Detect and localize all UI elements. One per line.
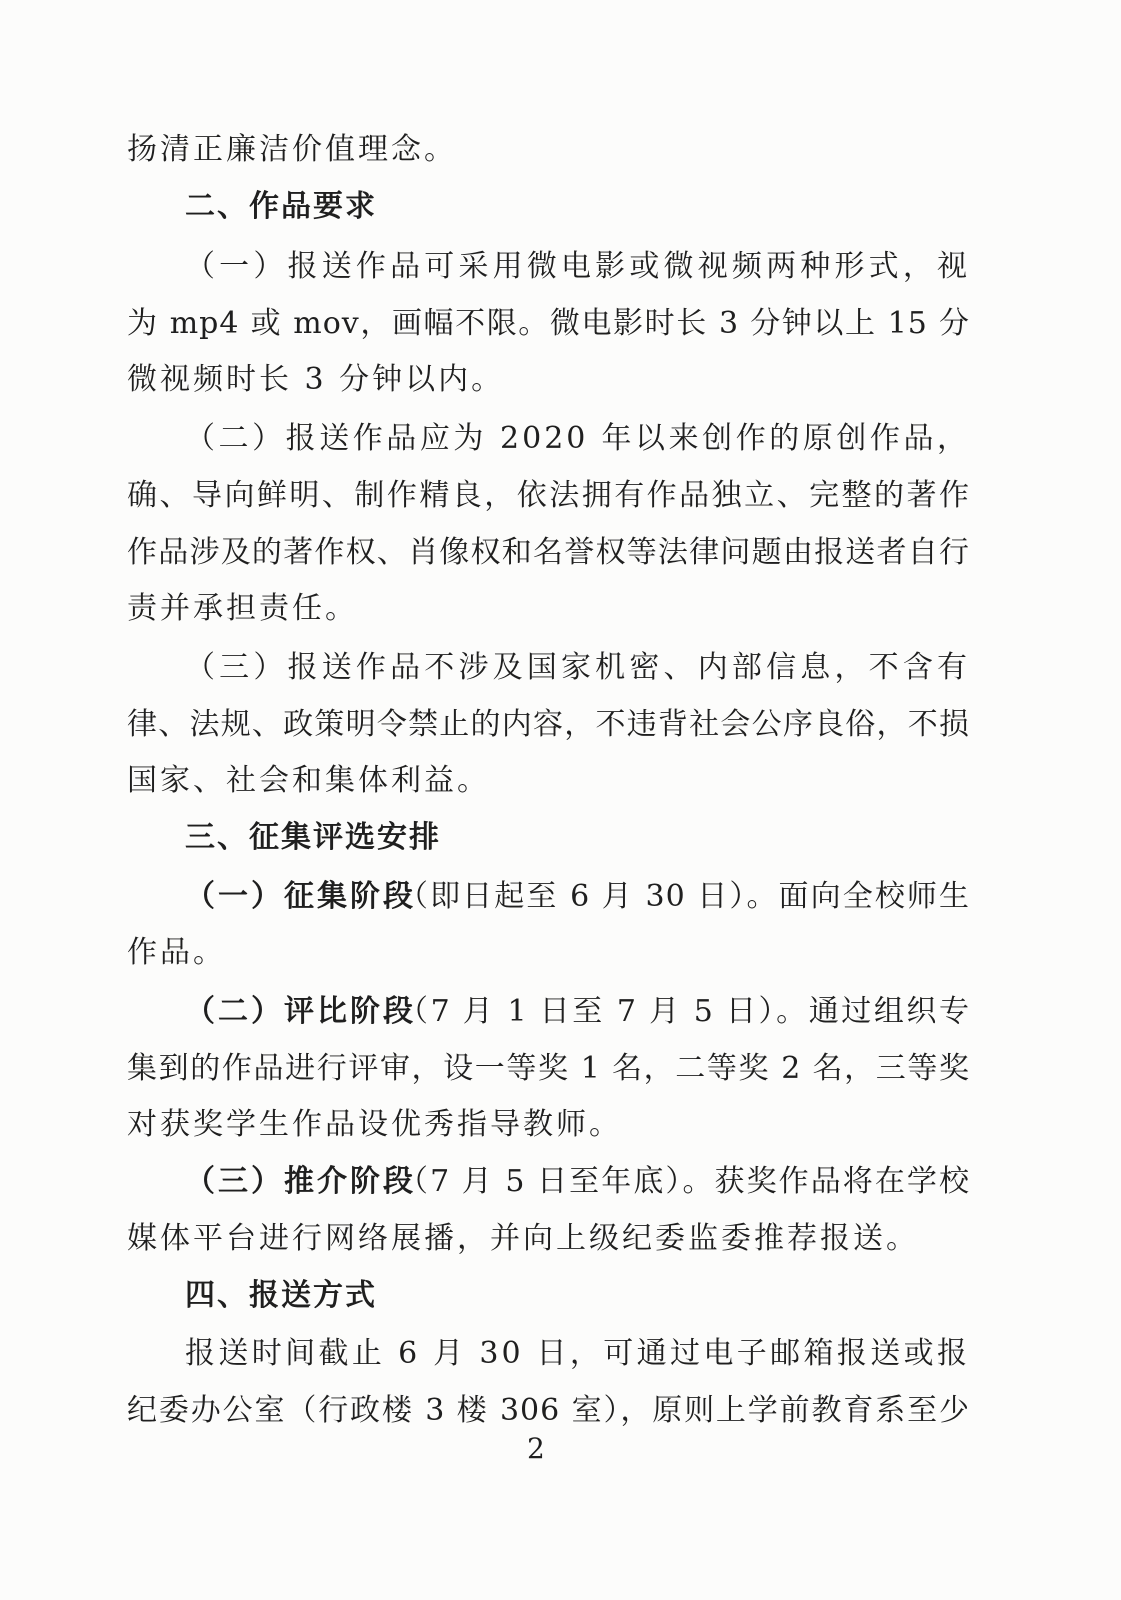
paragraph-line: （即日起至 6 月 30 日）。面向全校师生 bbox=[398, 879, 970, 914]
section-heading: 四、报送方式 bbox=[185, 1278, 377, 1313]
section-heading: 三、征集评选安排 bbox=[185, 820, 441, 855]
paragraph-line: 责并承担责任。 bbox=[127, 591, 358, 626]
stage-label: （二）评比阶段 bbox=[185, 994, 416, 1029]
paragraph-line: 确、导向鲜明、制作精良，依法拥有作品独立、完整的著作 bbox=[127, 478, 970, 513]
paragraph-line: 纪委办公室（行政楼 3 楼 306 室），原则上学前教育系至少 bbox=[127, 1393, 970, 1428]
stage-label: （一）征集阶段 bbox=[185, 879, 416, 914]
paragraph-line: 对获奖学生作品设优秀指导教师。 bbox=[127, 1107, 622, 1142]
paragraph-line: （二）报送作品应为 2020 年以来创作的原创作品， bbox=[185, 421, 970, 456]
paragraph-line: 集到的作品进行评审，设一等奖 1 名，二等奖 2 名，三等奖 bbox=[127, 1051, 970, 1086]
paragraph-line: 微视频时长 3 分钟以内。 bbox=[127, 362, 505, 397]
stage-label: （三）推介阶段 bbox=[185, 1164, 416, 1199]
page-number: 2 bbox=[527, 1432, 545, 1465]
paragraph-line: （7 月 1 日至 7 月 5 日）。通过组织专 bbox=[398, 994, 970, 1029]
paragraph-line: 媒体平台进行网络展播，并向上级纪委监委推荐报送。 bbox=[127, 1221, 919, 1256]
paragraph-line: 为 mp4 或 mov，画幅不限。微电影时长 3 分钟以上 15 分 bbox=[127, 306, 970, 341]
paragraph-line: （三）报送作品不涉及国家机密、内部信息，不含有 bbox=[185, 650, 970, 685]
paragraph-line: 作品。 bbox=[127, 935, 226, 970]
paragraph-line: 国家、社会和集体利益。 bbox=[127, 763, 490, 798]
paragraph-line: 报送时间截止 6 月 30 日，可通过电子邮箱报送或报 bbox=[185, 1336, 970, 1371]
section-heading: 二、作品要求 bbox=[185, 189, 377, 224]
paragraph-line: 律、法规、政策明令禁止的内容，不违背社会公序良俗，不损 bbox=[127, 707, 970, 742]
paragraph-line: 扬清正廉洁价值理念。 bbox=[127, 132, 457, 167]
paragraph-line: （7 月 5 日至年底）。获奖作品将在学校 bbox=[398, 1164, 970, 1199]
paragraph-line: 作品涉及的著作权、肖像权和名誉权等法律问题由报送者自行 bbox=[127, 535, 970, 570]
paragraph-line: （一）报送作品可采用微电影或微视频两种形式，视 bbox=[185, 249, 970, 284]
